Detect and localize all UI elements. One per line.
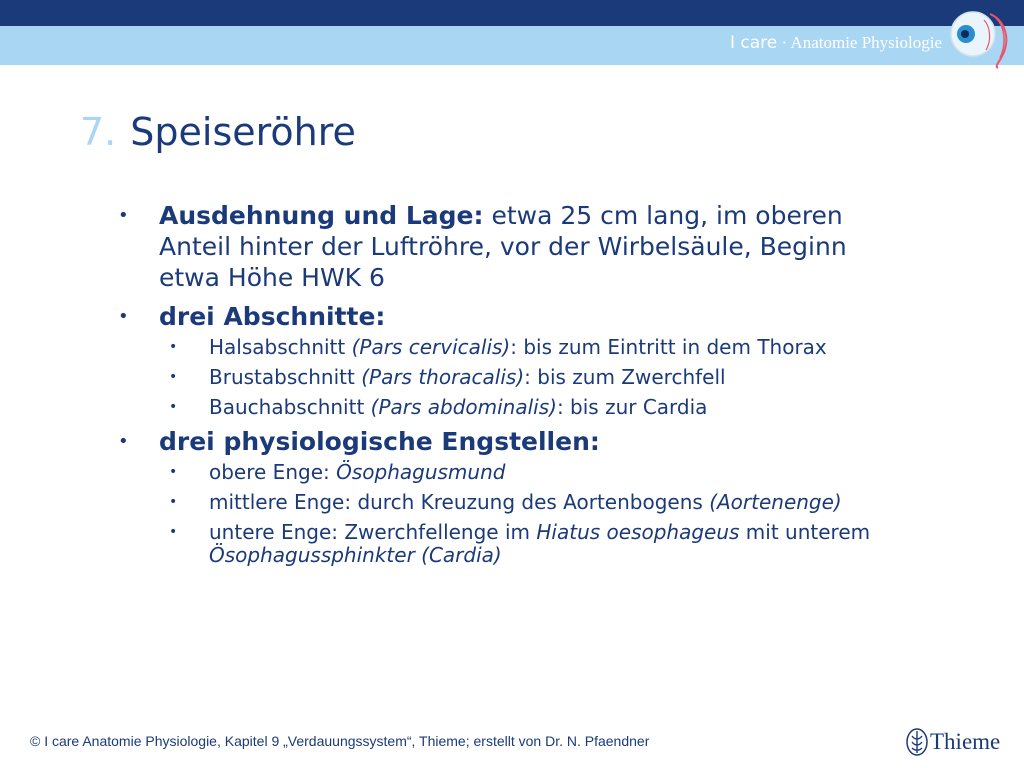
bullet-content (118, 200, 878, 574)
slide-title-text: Speiseröhre (130, 110, 356, 154)
list-item: • Halsabschnitt (Pars cervicalis): bis zum Eintritt in dem Thorax (169, 336, 878, 359)
footer-credit: © I care Anatomie Physiologie, Kapitel 9 „Verdauungssystem“, Thieme; erstellt von Dr. N. Pfaendner (30, 733, 650, 749)
eye-anatomy-icon (946, 6, 1016, 70)
publisher-logo (906, 726, 1000, 758)
publisher-name: Thieme (930, 729, 1001, 754)
bullet-abschnitte: • drei Abschnitte: • Halsabschnitt (Pars cervicalis): bis zum Eintritt in dem Thorax • Brustabschnitt (Pars thoracalis): bis zum Zwerchfell • Bauchabschnitt (Pars abdominalis): bis zur Cardia (118, 301, 878, 419)
bullet-ausdehnung: • Ausdehnung und Lage: etwa 25 cm lang, im oberen Anteil hinter der Luftröhre, vor der Wirbelsäule, Beginn etwa Höhe HWK 6 (118, 200, 878, 293)
list-item: • mittlere Enge: durch Kreuzung des Aortenbogens (Aortenenge) (169, 491, 878, 514)
brand-label: I care · Anatomie Physiologie (729, 33, 942, 53)
slide-title (80, 110, 356, 154)
list-item: • obere Enge: Ösophagusmund (169, 461, 878, 484)
header-top-bar (0, 0, 1024, 26)
list-item: • Bauchabschnitt (Pars abdominalis): bis zur Cardia (169, 396, 878, 419)
list-item: • Brustabschnitt (Pars thoracalis): bis zum Zwerchfell (169, 366, 878, 389)
list-item: • untere Enge: Zwerchfellenge im Hiatus oesophageus mit unterem Ösophagussphinkter (Cardia) (169, 521, 878, 567)
thieme-logo-icon (906, 728, 928, 756)
slide-number: 7. (80, 110, 117, 154)
bullet-engstellen: • drei physiologische Engstellen: • obere Enge: Ösophagusmund • mittlere Enge: durch Kreuzung des Aortenbogens (Aortenenge) • untere Enge: Zwerchfellenge im Hiatus oesophageus mit unterem Ösophagussphinkter (Cardia) (118, 426, 878, 567)
